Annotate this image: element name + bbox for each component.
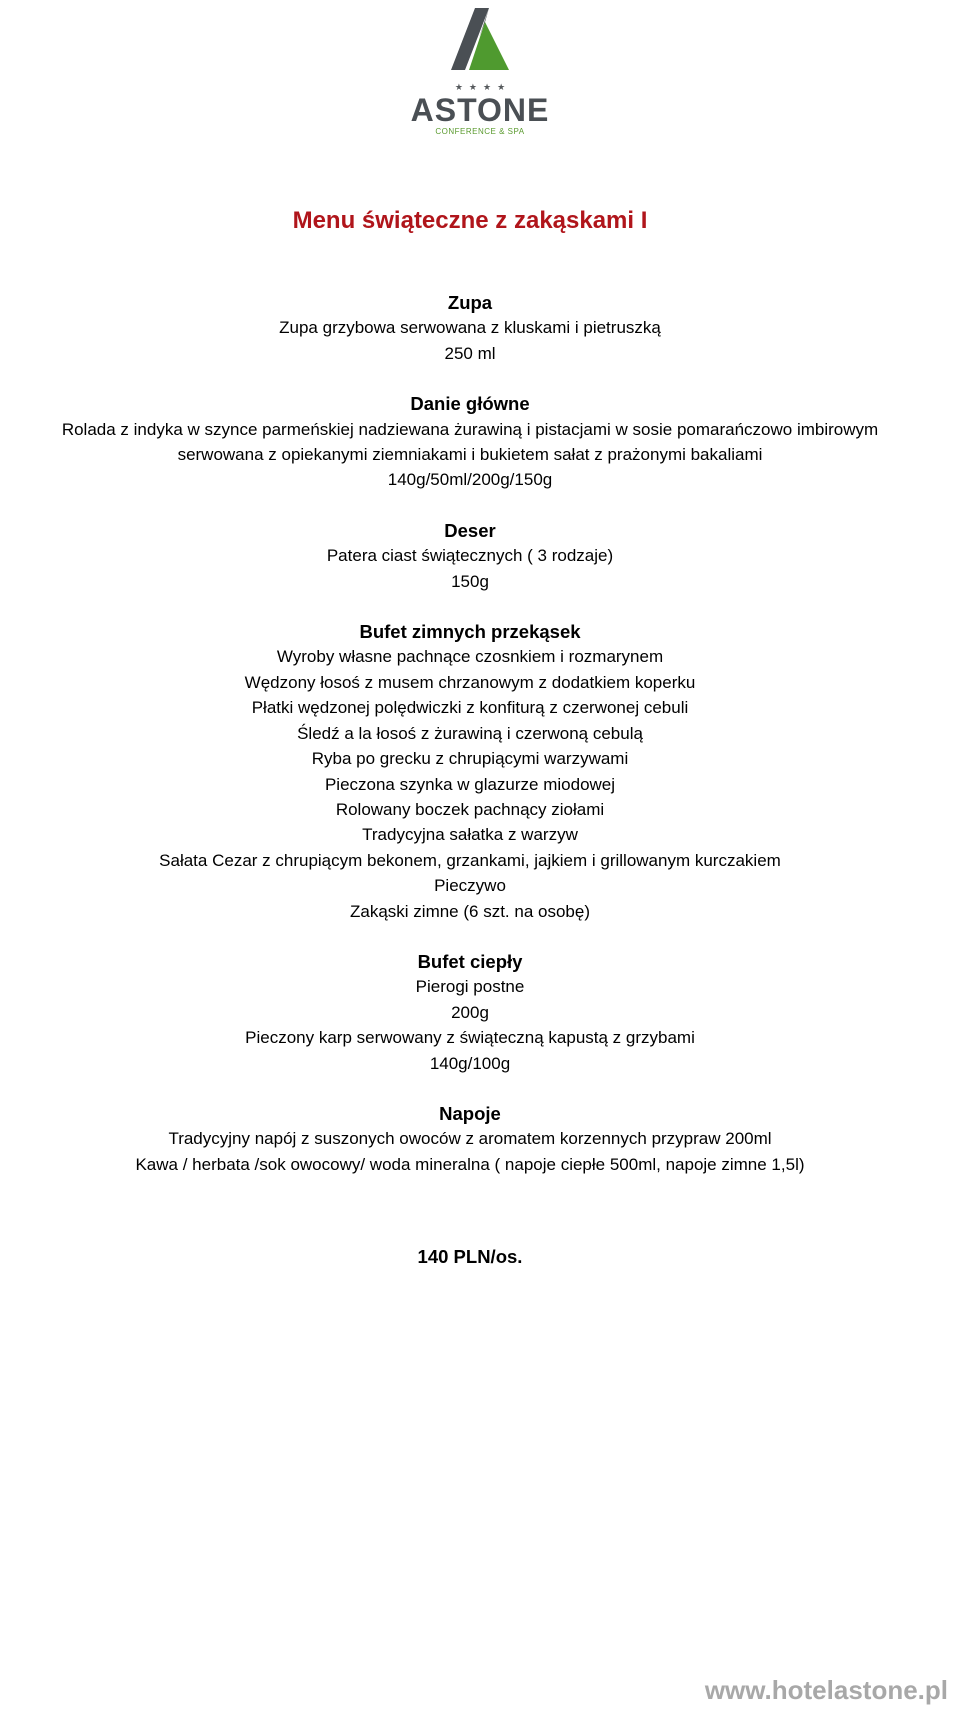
section-heading: Bufet ciepły: [417, 950, 523, 972]
brand-name: ASTONE: [410, 92, 550, 128]
menu-section: [0, 518, 940, 594]
menu-item: Pieczona szynka w glazurze miodowej: [324, 774, 616, 794]
menu-item: Kawa / herbata /sok owocowy/ woda mineralna ( napoje ciepłe 500ml, napoje zimne 1,5l): [135, 1154, 805, 1174]
menu-item: 200g: [451, 1002, 489, 1022]
menu-item: Rolowany boczek pachnący ziołami: [335, 799, 605, 819]
menu-title: Menu świąteczne z zakąskami I: [292, 207, 648, 234]
menu-item: Płatki wędzonej polędwiczki z konfiturą z czerwonej cebuli: [251, 698, 689, 718]
menu-item: Patera ciast świątecznych ( 3 rodzaje): [326, 546, 614, 566]
menu-item: 140g/100g: [429, 1053, 511, 1073]
hotel-logo: [0, 8, 960, 136]
menu-item: Tradycyjny napój z suszonych owoców z aromatem korzennych przypraw 200ml: [168, 1129, 772, 1149]
menu-item: Pieczywo: [434, 876, 506, 896]
menu-item: Wędzony łosoś z musem chrzanowym z dodatkiem koperku: [244, 672, 696, 692]
menu-item: Tradycyjna sałatka z warzyw: [362, 825, 578, 845]
menu-item: serwowana z opiekanymi ziemniakami i bukietem sałat z prażonymi bakaliami: [177, 445, 763, 465]
section-heading: Danie główne: [410, 393, 530, 415]
menu-item: 250 ml: [444, 343, 496, 363]
menu-item: Zupa grzybowa serwowana z kluskami i pietruszką: [279, 318, 661, 338]
menu-item: 150g: [451, 571, 489, 591]
price: 140 PLN/os.: [417, 1246, 523, 1267]
menu-section: [0, 290, 940, 366]
section-heading: Napoje: [439, 1102, 501, 1124]
menu-item: Śledź a la łosoś z żurawiną i czerwoną cebulą: [297, 723, 643, 743]
section-heading: Deser: [444, 519, 496, 541]
brand-subtitle: CONFERENCE & SPA: [435, 127, 525, 136]
menu-item: Ryba po grecku z chrupiącymi warzywami: [311, 749, 629, 769]
menu-item: Pierogi postne: [415, 977, 525, 997]
menu-section: [0, 1101, 940, 1177]
menu-item: Pieczony karp serwowany z świąteczną kapustą z grzybami: [245, 1028, 695, 1048]
menu-sections: [0, 290, 940, 1202]
menu-item: Zakąski zimne (6 szt. na osobę): [350, 901, 590, 921]
menu-section: [0, 391, 940, 493]
menu-item: Sałata Cezar z chrupiącym bekonem, grzankami, jajkiem i grillowanym kurczakiem: [159, 850, 781, 870]
hotel-stars: ★★★★: [454, 82, 512, 92]
website-url: www.hotelastone.pl: [704, 1675, 948, 1705]
menu-item: Rolada z indyka w szynce parmeńskiej nadziewana żurawiną i pistacjami w sosie pomarańczowo imbirowym: [61, 419, 879, 439]
menu-item: 140g/50ml/200g/150g: [387, 470, 553, 490]
section-heading: Bufet zimnych przekąsek: [359, 621, 581, 643]
menu-section: [0, 619, 940, 924]
menu-item: Wyroby własne pachnące czosnkiem i rozmarynem: [276, 647, 664, 667]
section-heading: Zupa: [447, 292, 493, 313]
menu-section: [0, 949, 940, 1076]
astone-logo-mark-icon: [445, 8, 515, 78]
